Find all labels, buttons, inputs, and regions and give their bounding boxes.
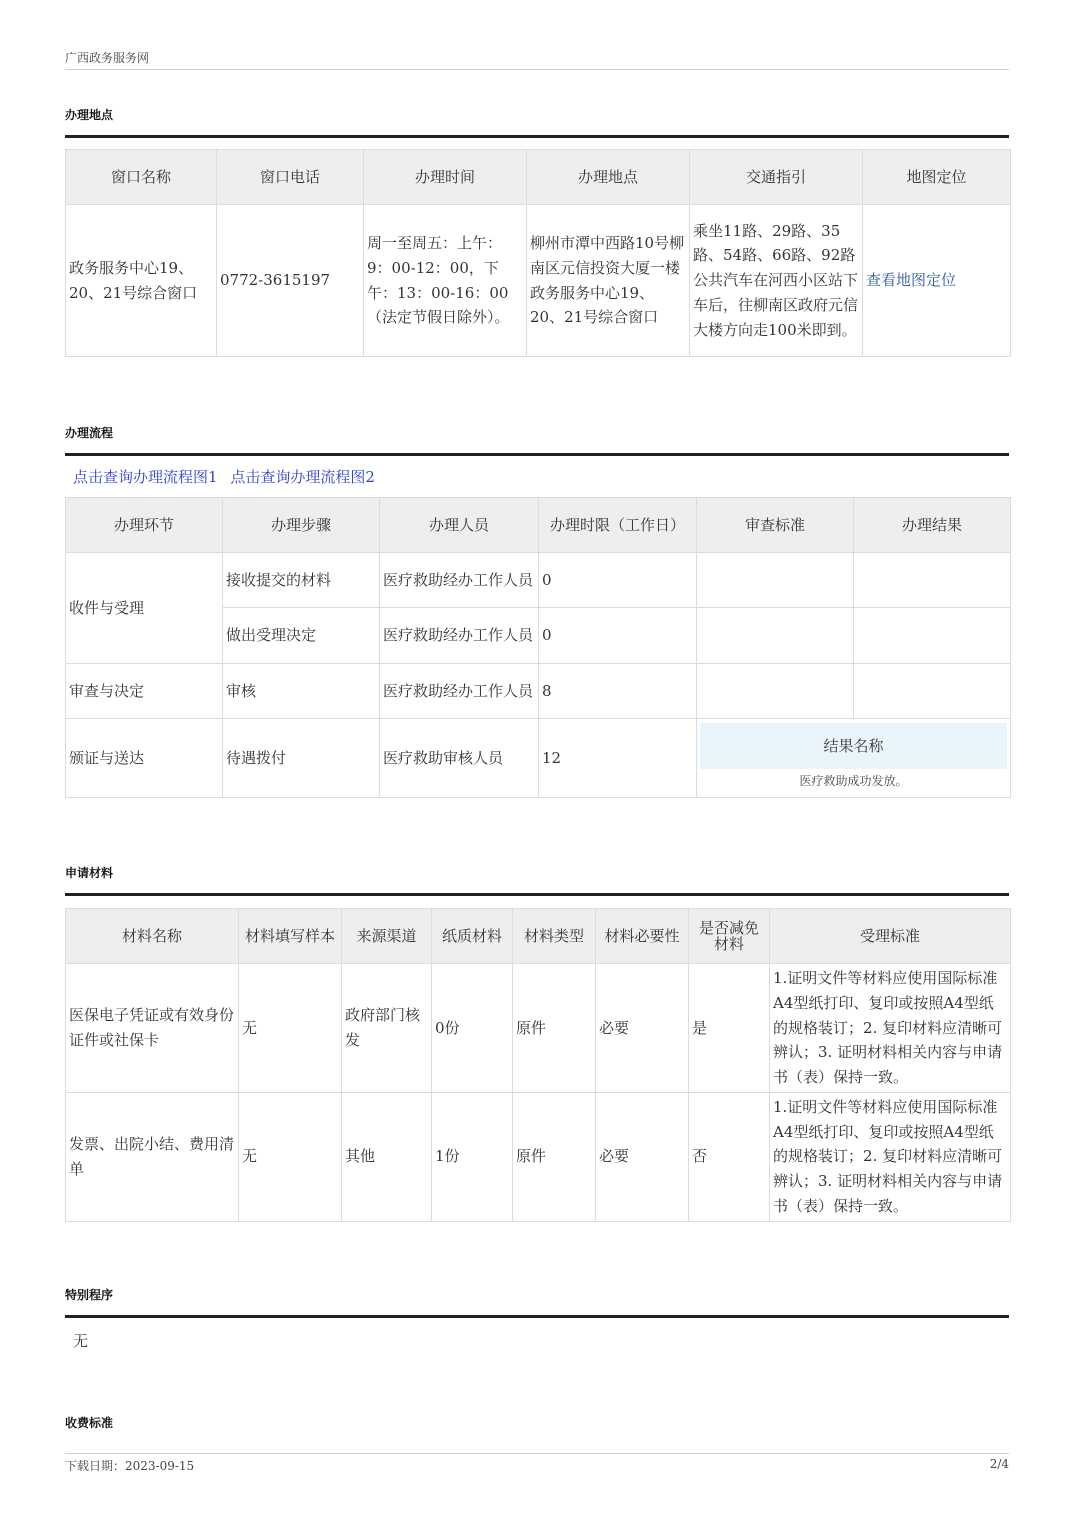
col-address: 办理地点 bbox=[527, 150, 690, 205]
section-title-materials: 申请材料 bbox=[65, 864, 1009, 896]
location-row bbox=[66, 205, 1011, 357]
process-days: 0 bbox=[539, 553, 697, 608]
material-type: 原件 bbox=[513, 1092, 596, 1221]
review-standard-cell bbox=[697, 608, 854, 664]
process-staff: 医疗救助审核人员 bbox=[380, 719, 539, 798]
process-step: 审核 bbox=[223, 664, 380, 719]
material-name: 发票、出院小结、费用清单 bbox=[66, 1092, 239, 1221]
location-table bbox=[65, 149, 1011, 357]
result-cell bbox=[854, 664, 1011, 719]
process-days: 8 bbox=[539, 664, 697, 719]
col-traffic: 交通指引 bbox=[690, 150, 863, 205]
process-row bbox=[66, 719, 1011, 798]
col-source: 来源渠道 bbox=[342, 909, 432, 964]
col-stage: 办理环节 bbox=[66, 498, 223, 553]
materials-table bbox=[65, 908, 1011, 1222]
col-review-standard: 审查标准 bbox=[697, 498, 854, 553]
process-days: 0 bbox=[539, 608, 697, 664]
result-name-label: 结果名称 bbox=[700, 723, 1007, 769]
material-source: 政府部门核发 bbox=[342, 964, 432, 1093]
service-address: 柳州市潭中西路10号柳南区元信投资大厦一楼政务服务中心19、20、21号综合窗口 bbox=[527, 205, 690, 357]
col-window-name: 窗口名称 bbox=[66, 150, 217, 205]
page-header bbox=[65, 49, 1009, 70]
col-hours: 办理时间 bbox=[364, 150, 527, 205]
process-links bbox=[73, 466, 383, 487]
process-header-row bbox=[66, 498, 1011, 553]
section-title-special: 特别程序 bbox=[65, 1286, 1009, 1318]
col-acceptance-standard: 受理标准 bbox=[770, 909, 1011, 964]
col-result: 办理结果 bbox=[854, 498, 1011, 553]
process-stage: 颁证与送达 bbox=[66, 719, 223, 798]
col-material-type: 材料类型 bbox=[513, 909, 596, 964]
material-waivable: 是 bbox=[689, 964, 770, 1093]
map-cell bbox=[863, 205, 1011, 357]
process-step: 待遇拨付 bbox=[223, 719, 380, 798]
col-material-name: 材料名称 bbox=[66, 909, 239, 964]
process-chart-link-1[interactable]: 点击查询办理流程图1 bbox=[73, 468, 218, 486]
process-row bbox=[66, 553, 1011, 608]
result-cell bbox=[854, 553, 1011, 608]
page-footer bbox=[65, 1453, 1009, 1474]
process-step: 接收提交的材料 bbox=[223, 553, 380, 608]
material-row bbox=[66, 1092, 1011, 1221]
material-paper: 1份 bbox=[432, 1092, 513, 1221]
process-step: 做出受理决定 bbox=[223, 608, 380, 664]
site-name: 广西政务服务网 bbox=[65, 51, 150, 65]
process-chart-link-2[interactable]: 点击查询办理流程图2 bbox=[230, 468, 375, 486]
material-sample: 无 bbox=[239, 964, 342, 1093]
section-title-location: 办理地点 bbox=[65, 106, 1009, 138]
material-necessity: 必要 bbox=[596, 1092, 689, 1221]
materials-header-row bbox=[66, 909, 1011, 964]
page-number: 2/4 bbox=[989, 1457, 1009, 1471]
process-staff: 医疗救助经办工作人员 bbox=[380, 553, 539, 608]
process-row bbox=[66, 664, 1011, 719]
section-title-fees: 收费标准 bbox=[65, 1416, 114, 1430]
material-sample: 无 bbox=[239, 1092, 342, 1221]
process-table bbox=[65, 497, 1011, 798]
material-standard: 1.证明文件等材料应使用国际标准A4型纸打印、复印或按照A4型纸的规格装订；2. 复印材料应清晰可辨认；3. 证明材料相关内容与申请书（表）保持一致。 bbox=[770, 964, 1011, 1093]
service-hours: 周一至周五：上午：9：00-12：00，下午：13：00-16：00（法定节假日除外）。 bbox=[364, 205, 527, 357]
process-stage: 收件与受理 bbox=[66, 553, 223, 664]
result-cell bbox=[854, 608, 1011, 664]
traffic-guide: 乘坐11路、29路、35路、54路、66路、92路公共汽车在河西小区站下车后，往柳南区政府元信大楼方向走100米即到。 bbox=[690, 205, 863, 357]
special-procedure-content: 无 bbox=[73, 1332, 89, 1350]
col-necessity: 材料必要性 bbox=[596, 909, 689, 964]
result-value: 医疗救助成功发放。 bbox=[799, 774, 908, 788]
col-paper: 纸质材料 bbox=[432, 909, 513, 964]
col-window-phone: 窗口电话 bbox=[217, 150, 364, 205]
material-standard: 1.证明文件等材料应使用国际标准A4型纸打印、复印或按照A4型纸的规格装订；2. 复印材料应清晰可辨认；3. 证明材料相关内容与申请书（表）保持一致。 bbox=[770, 1092, 1011, 1221]
process-staff: 医疗救助经办工作人员 bbox=[380, 608, 539, 664]
process-days: 12 bbox=[539, 719, 697, 798]
review-standard-cell bbox=[697, 664, 854, 719]
window-name: 政务服务中心19、20、21号综合窗口 bbox=[66, 205, 217, 357]
process-staff: 医疗救助经办工作人员 bbox=[380, 664, 539, 719]
material-name: 医保电子凭证或有效身份证件或社保卡 bbox=[66, 964, 239, 1093]
material-waivable: 否 bbox=[689, 1092, 770, 1221]
col-step: 办理步骤 bbox=[223, 498, 380, 553]
location-header-row bbox=[66, 150, 1011, 205]
material-source: 其他 bbox=[342, 1092, 432, 1221]
window-phone: 0772-3615197 bbox=[217, 205, 364, 357]
col-map: 地图定位 bbox=[863, 150, 1011, 205]
col-sample: 材料填写样本 bbox=[239, 909, 342, 964]
col-waivable: 是否减免材料 bbox=[689, 909, 770, 964]
material-row bbox=[66, 964, 1011, 1093]
result-block bbox=[697, 719, 1011, 798]
col-time-limit: 办理时限（工作日） bbox=[539, 498, 697, 553]
map-location-link[interactable]: 查看地图定位 bbox=[866, 271, 957, 290]
section-title-process: 办理流程 bbox=[65, 424, 1009, 456]
col-staff: 办理人员 bbox=[380, 498, 539, 553]
material-type: 原件 bbox=[513, 964, 596, 1093]
review-standard-cell bbox=[697, 553, 854, 608]
process-stage: 审查与决定 bbox=[66, 664, 223, 719]
material-paper: 0份 bbox=[432, 964, 513, 1093]
material-necessity: 必要 bbox=[596, 964, 689, 1093]
download-date: 下载日期：2023-09-15 bbox=[65, 1459, 195, 1473]
